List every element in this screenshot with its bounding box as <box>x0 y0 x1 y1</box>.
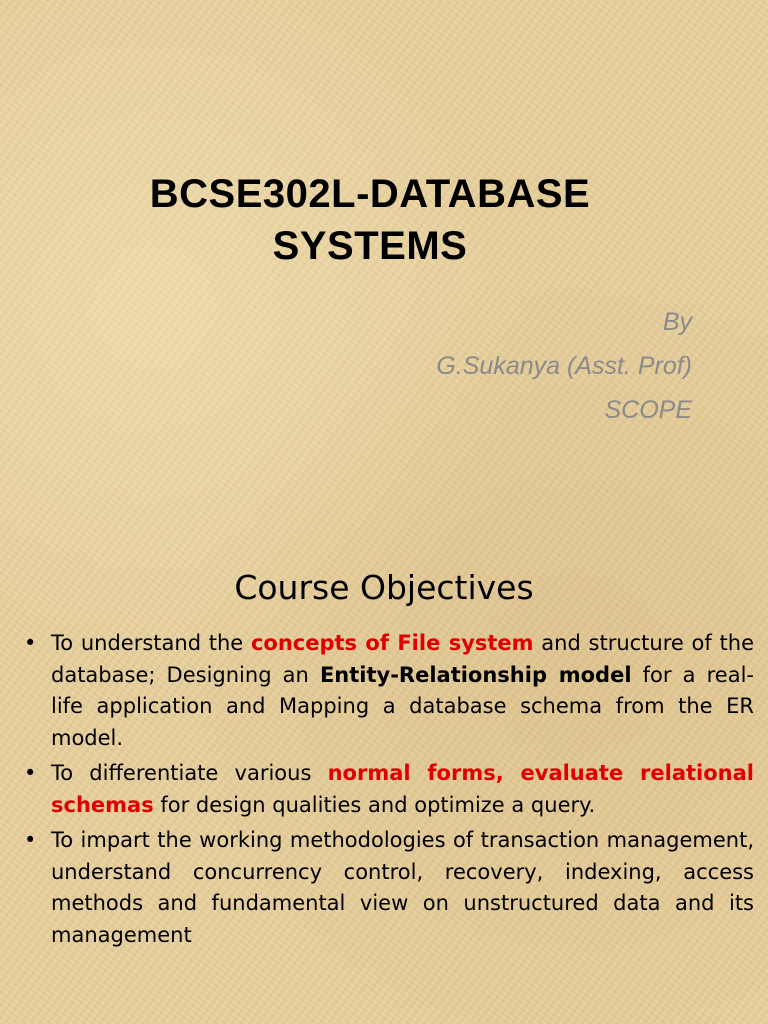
objectives-slide <box>0 512 768 1024</box>
objective-item-1 <box>24 628 754 754</box>
objective-text: for design qualities and optimize a query. <box>153 792 596 817</box>
objective-item-2 <box>24 758 754 821</box>
byline-school: SCOPE <box>604 396 692 424</box>
bullet-icon: • <box>24 761 37 785</box>
objectives-heading: Course Objectives <box>234 568 534 607</box>
objective-item-3 <box>24 825 754 951</box>
objective-highlight: normal forms, evaluate relational schemas <box>51 761 754 817</box>
objective-text: To understand the <box>51 631 251 655</box>
bullet-icon: • <box>24 631 37 655</box>
slide-title-line-1: BCSE302L-DATABASE <box>149 172 591 216</box>
author-byline <box>436 300 692 432</box>
objective-highlight: concepts of File system <box>250 631 534 655</box>
bullet-icon: • <box>24 828 37 852</box>
byline-by: By <box>662 308 692 336</box>
objective-text: and structure of the database; Designing an <box>51 631 754 687</box>
objective-text: To differentiate various <box>51 761 328 785</box>
byline-author: G.Sukanya (Asst. Prof) <box>436 352 692 380</box>
slide-title <box>100 168 640 272</box>
slide-title-line-2: SYSTEMS <box>272 224 468 268</box>
objective-text: To impart the working methodologies of transaction management, understand concurrency control, recovery, indexing, access methods and fundamental view on unstructured data and its management <box>51 828 754 947</box>
objective-bold: Entity-Relationship model <box>319 662 632 687</box>
objective-text: for a real-life application and Mapping a database schema from the ER model. <box>51 662 754 750</box>
objectives-list <box>24 628 754 955</box>
